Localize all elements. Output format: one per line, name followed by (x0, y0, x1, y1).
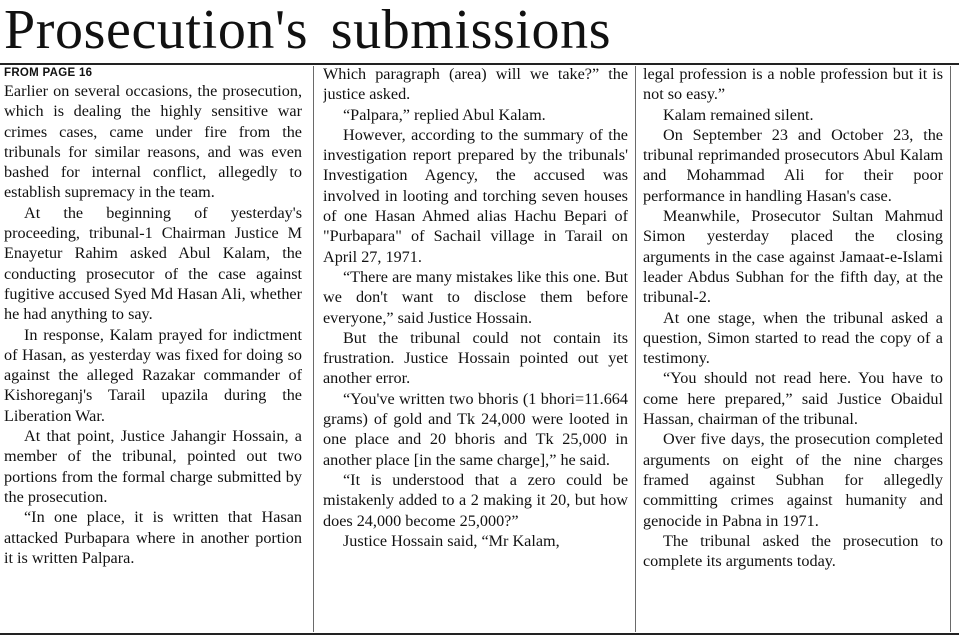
paragraph: At one stage, when the tribunal asked a question, Simon started to read the copy of a testimony. (643, 308, 943, 368)
paragraph: In response, Kalam prayed for indictment of Hasan, as yesterday was fixed for doing so against the alleged Razakar commander of Kishoreganj's Tarail upazila during the Liberation War. (4, 325, 302, 425)
column-divider (635, 66, 636, 632)
column-3 (643, 64, 943, 632)
paragraph: However, according to the summary of the investigation report prepared by the tribunals' Investigation Agency, the accused was involved in looting and torching seven houses of one Hasan Ahmed alias Hachu Bepari of "Purbapara" of Sachail village in Tarail on April 27, 1971. (323, 125, 628, 266)
bottom-rule (0, 633, 959, 635)
column-2 (323, 64, 628, 632)
paragraph: legal profession is a noble profession but it is not so easy.” (643, 65, 943, 104)
paragraph: “In one place, it is written that Hasan attacked Purbapara where in another portion it is written Palpara. (4, 508, 302, 567)
paragraph: Which paragraph (area) will we take?” the justice asked. (323, 65, 628, 104)
paragraph: “There are many mistakes like this one. But we don't want to disclose them before everyone,” said Justice Hossain. (323, 267, 628, 327)
paragraph: Kalam remained silent. (663, 105, 814, 124)
paragraph: Justice Hossain said, “Mr Kalam, (343, 531, 560, 550)
headline: Prosecution's submissions (4, 0, 612, 61)
column-divider (313, 66, 314, 632)
column-1 (4, 64, 302, 632)
paragraph: At that point, Justice Jahangir Hossain, a member of the tribunal, pointed out two portions from the formal charge submitted by the prosecution. (4, 427, 302, 506)
column-divider (950, 66, 951, 632)
kicker: FROM PAGE 16 (4, 67, 93, 79)
paragraph: “You should not read here. You have to come here prepared,” said Justice Obaidul Hassan, chairman of the tribunal. (643, 369, 943, 429)
paragraph: “You've written two bhoris (1 bhori=11.664 grams) of gold and Tk 24,000 were looted in one place and 20 bhoris and Tk 25,000 in another place [in the same charge],” he said. (323, 389, 628, 469)
paragraph: At the beginning of yesterday's proceeding, tribunal-1 Chairman Justice M Enayetur Rahim asked Abul Kalam, the conducting prosecutor of the case against fugitive accused Syed Md Hasan Ali, whether he had anything to say. (4, 203, 302, 324)
paragraph: Meanwhile, Prosecutor Sultan Mahmud Simon yesterday placed the closing arguments in the case against Jamaat-e-Islami leader Abdus Subhan for the fifth day, at the tribunal-2. (643, 207, 943, 307)
paragraph: But the tribunal could not contain its frustration. Justice Hossain pointed out yet another error. (323, 328, 628, 388)
paragraph: “It is understood that a zero could be mistakenly added to a 2 making it 20, but how does 24,000 become 25,000?” (323, 470, 628, 530)
paragraph: The tribunal asked the prosecution to complete its arguments today. (643, 531, 943, 571)
paragraph: On September 23 and October 23, the tribunal reprimanded prosecutors Abul Kalam and Mohammad Ali for their poor performance in handling Hasan's case. (643, 125, 943, 205)
paragraph: Over five days, the prosecution completed arguments on eight of the nine charges framed against Subhan for allegedly committing crimes against humanity and genocide in Pabna in 1971. (643, 430, 943, 530)
paragraph: Earlier on several occasions, the prosecution, which is dealing the highly sensitive war crimes cases, came under fire from the tribunals for similar reasons, and was even bashed for internal conflict, allegedly to establish supremacy in the team. (4, 82, 302, 202)
paragraph: “Palpara,” replied Abul Kalam. (343, 105, 546, 124)
